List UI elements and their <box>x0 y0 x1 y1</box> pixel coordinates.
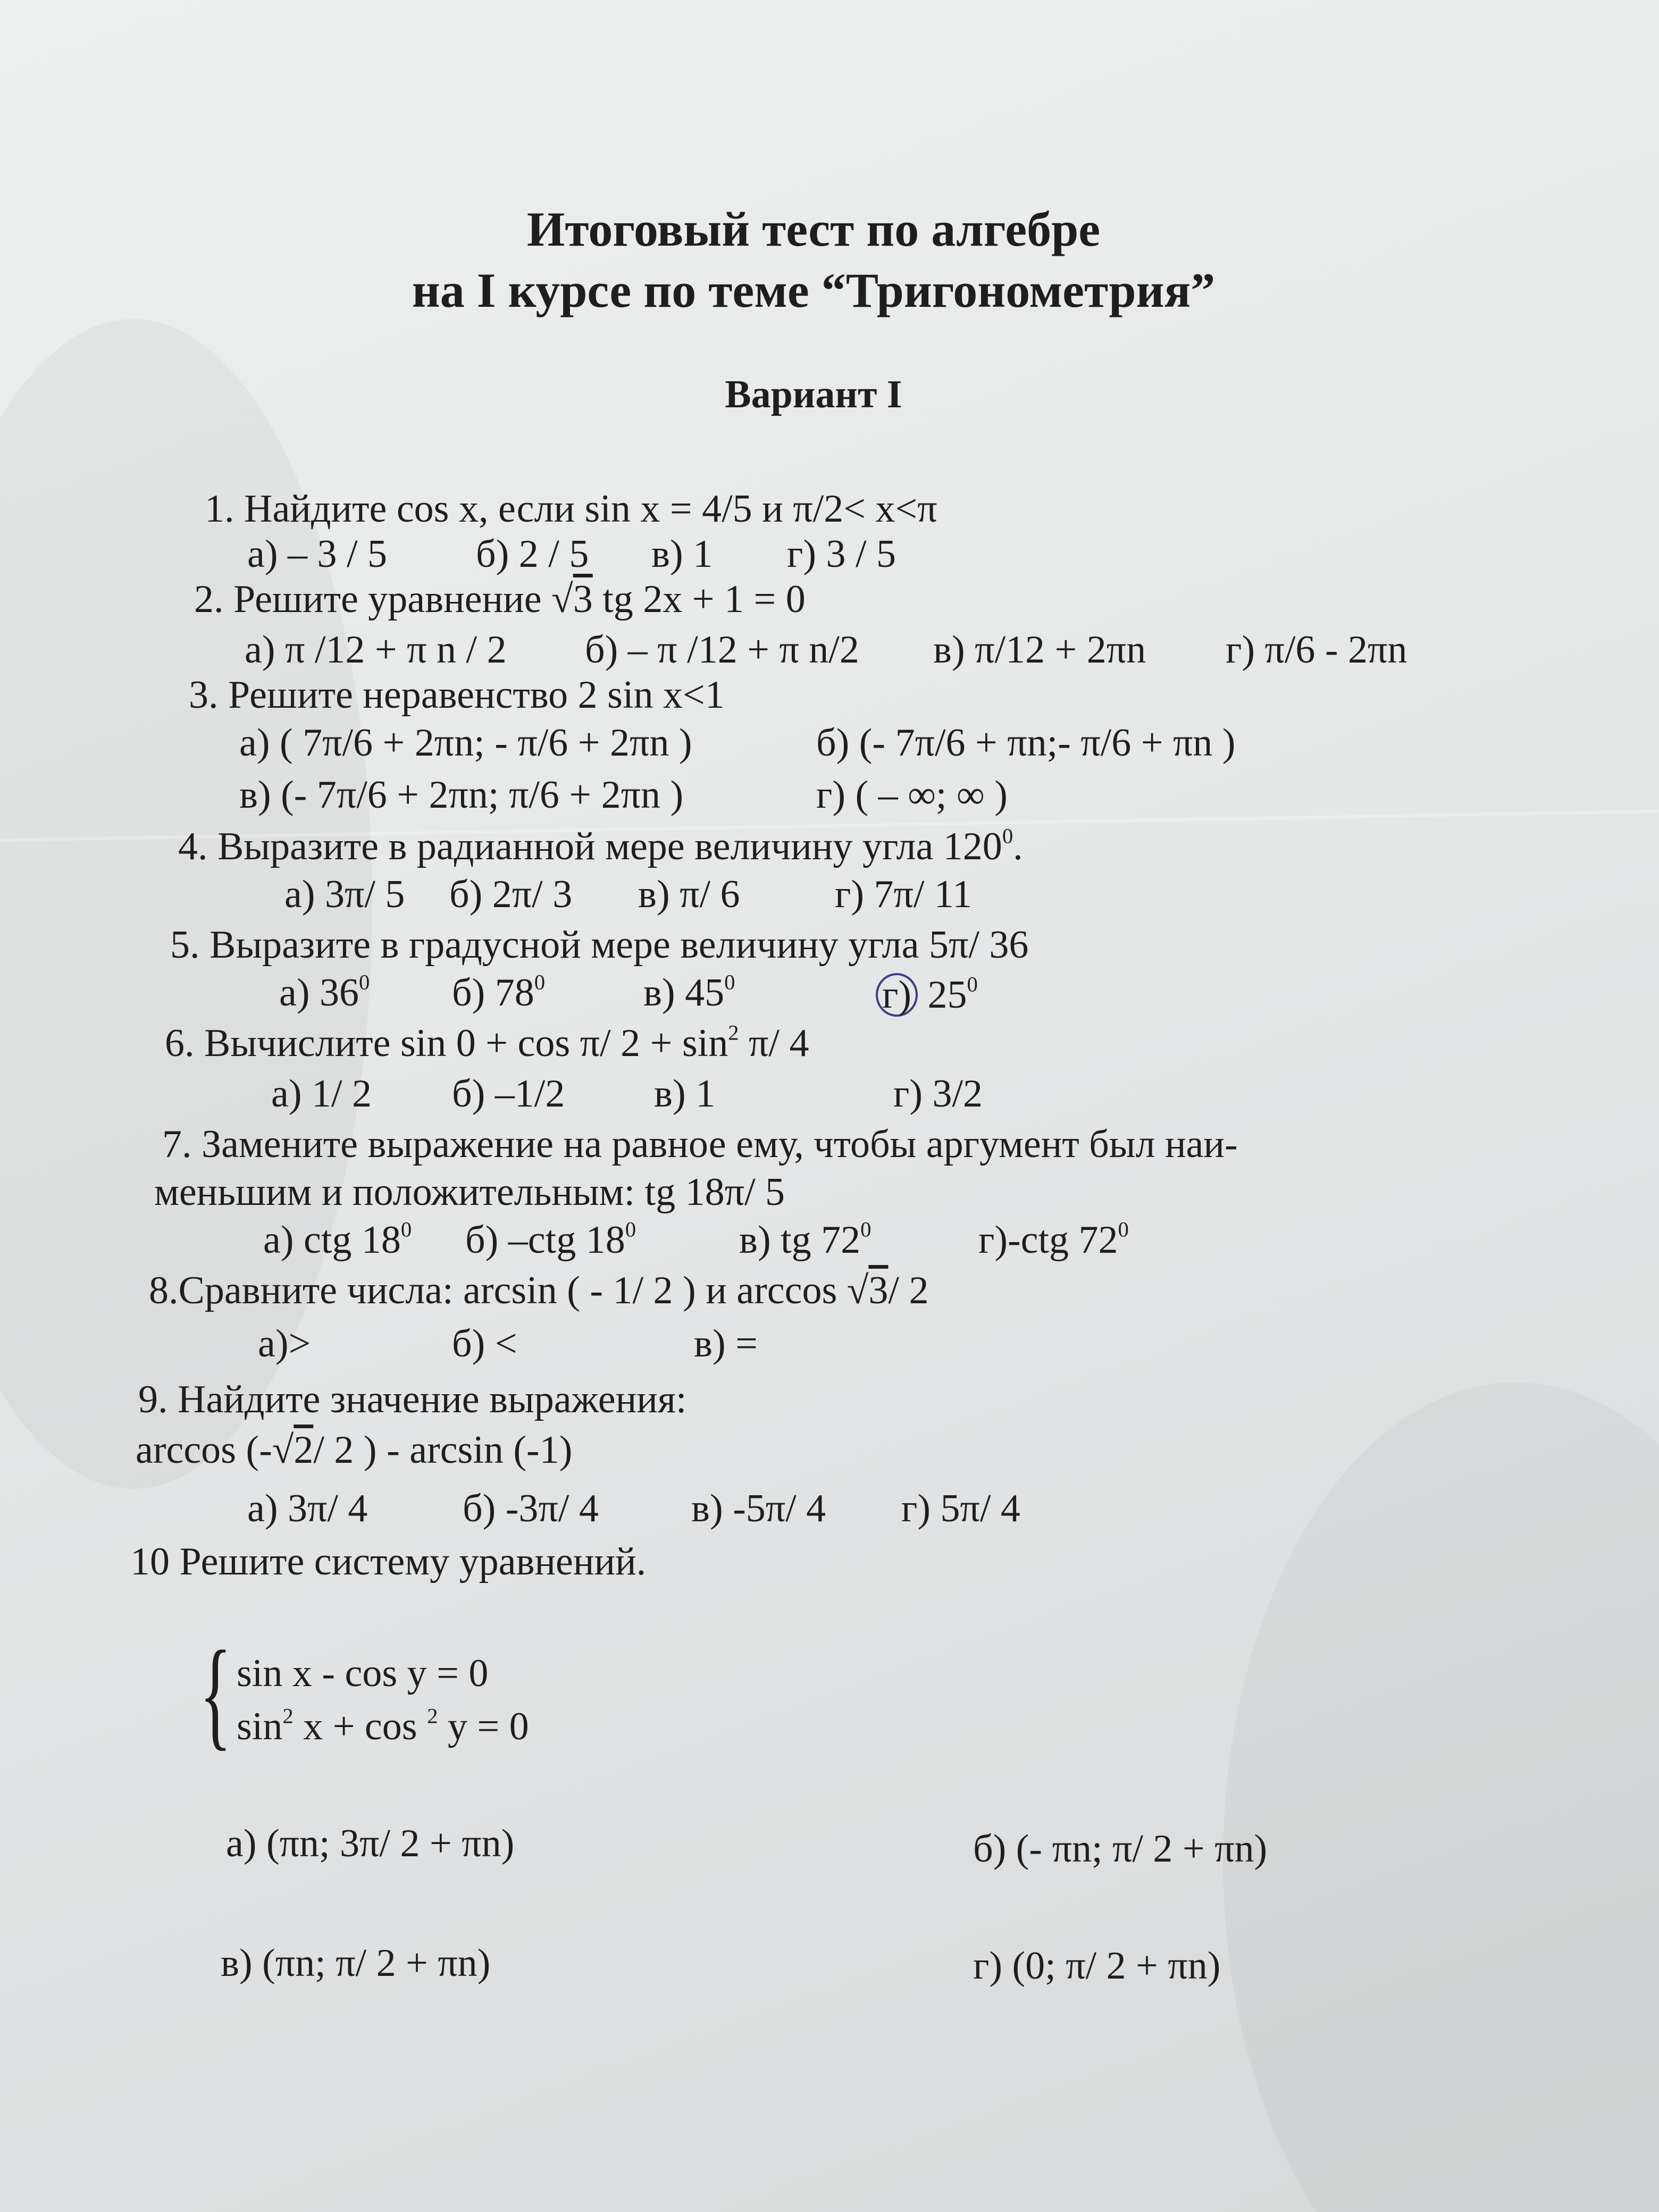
q10-option-b: б) (- πn; π/ 2 + πn) <box>973 1827 1268 1871</box>
degree-mark: 0 <box>967 972 978 996</box>
question-5: 5. Выразите в градусной мере величину угла 5π/ 36 <box>170 923 1029 967</box>
q5-option-a <box>279 970 370 1015</box>
q4-degree: 0 <box>1002 824 1013 848</box>
q2-text-post: tg 2x + 1 = 0 <box>592 577 806 621</box>
q8-radicand: 3 <box>868 1269 889 1312</box>
q6-text-pre: 6. Вычислите sin 0 + cos π/ 2 + sin <box>165 1021 728 1065</box>
q6-option-b: б) –1/2 <box>452 1072 565 1116</box>
q3-option-a: а) ( 7π/6 + 2πn; - π/6 + 2πn ) <box>239 721 692 765</box>
q8-text-pre: 8.Сравните числа: arcsin ( - 1/ 2 ) и arccos √ <box>149 1269 869 1312</box>
q7-option-d <box>978 1217 1129 1262</box>
q9-text-pre: arccos (-√ <box>136 1428 294 1472</box>
q2-option-c: в) π/12 + 2πn <box>933 628 1146 672</box>
q6-option-d: г) 3/2 <box>893 1072 983 1116</box>
q3-option-c: в) (- 7π/6 + 2πn; π/6 + 2πn ) <box>239 773 684 817</box>
question-7-line-2: меньшим и положительным: tg 18π/ 5 <box>154 1170 785 1214</box>
degree-mark: 0 <box>534 970 546 994</box>
q10-option-d: г) (0; π/ 2 + πn) <box>973 1944 1221 1988</box>
q2-radicand: 3 <box>573 577 593 621</box>
q5-option-d-text: 25 <box>918 973 967 1017</box>
q4-option-d: г) 7π/ 11 <box>835 873 973 916</box>
degree-mark: 0 <box>860 1217 872 1242</box>
degree-mark: 0 <box>359 970 370 994</box>
question-6 <box>165 1020 809 1065</box>
question-3: 3. Решите неравенство 2 sin x<1 <box>189 673 725 717</box>
q10-option-a: а) (πn; 3π/ 2 + πn) <box>226 1822 515 1865</box>
q4-option-a: а) 3π/ 5 <box>284 873 405 916</box>
degree-mark: 0 <box>724 970 735 994</box>
question-8 <box>149 1271 928 1310</box>
q5-option-c-text: в) 45 <box>643 971 725 1015</box>
system-brace: { <box>199 1626 232 1761</box>
eq2-exponent-1: 2 <box>282 1704 294 1728</box>
q2-text-pre: 2. Решите уравнение √ <box>194 577 573 621</box>
question-2 <box>194 577 806 621</box>
q3-option-b: б) (- 7π/6 + πn;- π/6 + πn ) <box>816 721 1236 765</box>
question-4 <box>178 824 1023 868</box>
q8-option-a: а)> <box>258 1322 311 1365</box>
q7-option-c <box>739 1217 872 1262</box>
q5-option-d-circled-letter: г) <box>876 973 918 1017</box>
q6-text-post: π/ 4 <box>739 1021 809 1065</box>
eq2-part-b: x + cos <box>293 1705 428 1748</box>
q1-option-b: б) 2 / 5 <box>476 532 589 576</box>
q4-end: . <box>1013 825 1023 868</box>
variant-label: Вариант I <box>725 373 902 416</box>
q2-option-d: г) π/6 - 2πn <box>1226 628 1407 672</box>
q7-option-c-text: в) tg 72 <box>739 1218 861 1262</box>
question-9-line-2 <box>136 1430 572 1470</box>
q9-radicand: 2 <box>294 1428 314 1472</box>
q4-option-b: б) 2π/ 3 <box>449 873 573 916</box>
q2-option-b: б) – π /12 + π n/2 <box>585 628 859 672</box>
q5-option-c <box>643 970 735 1015</box>
q1-option-a: а) – 3 / 5 <box>247 532 388 576</box>
title-line-2: на I курсе по теме “Тригонометрия” <box>412 263 1216 317</box>
q5-option-b <box>452 970 546 1015</box>
q2-option-a: а) π /12 + π n / 2 <box>245 628 507 672</box>
eq2-part-a: sin <box>237 1705 283 1748</box>
q8-text-post: / 2 <box>888 1269 929 1312</box>
q4-option-c: в) π/ 6 <box>638 873 740 916</box>
q1-option-d: г) 3 / 5 <box>787 532 896 576</box>
system-equation-2 <box>237 1704 529 1748</box>
question-10: 10 Решите систему уравнений. <box>130 1540 647 1583</box>
q9-option-a: а) 3π/ 4 <box>247 1487 368 1530</box>
q9-option-d: г) 5π/ 4 <box>901 1487 1020 1530</box>
q5-option-a-text: а) 36 <box>279 971 359 1015</box>
title-line-1: Итоговый тест по алгебре <box>526 202 1101 256</box>
q7-option-a <box>263 1217 412 1262</box>
question-9-line-1: 9. Найдите значение выражения: <box>138 1378 687 1421</box>
degree-mark: 0 <box>1118 1217 1129 1242</box>
q7-option-a-text: а) ctg 18 <box>263 1218 401 1262</box>
q6-exponent: 2 <box>728 1020 739 1045</box>
q5-option-b-text: б) 78 <box>452 971 534 1015</box>
q6-option-c: в) 1 <box>654 1072 716 1116</box>
q8-option-c: в) = <box>694 1322 758 1365</box>
q4-text: 4. Выразите в радианной мере величину угла 120 <box>178 825 1002 868</box>
paper-shadow <box>1223 1382 1659 2212</box>
q9-option-b: б) -3π/ 4 <box>463 1487 599 1530</box>
degree-mark: 0 <box>625 1217 636 1242</box>
question-1: 1. Найдите cos x, если sin x = 4/5 и π/2< x<π <box>205 487 937 531</box>
q6-option-a: а) 1/ 2 <box>271 1072 372 1116</box>
q8-option-b: б) < <box>452 1322 517 1365</box>
system-equation-1: sin x - cos y = 0 <box>237 1652 489 1695</box>
eq2-exponent-2: 2 <box>427 1704 438 1728</box>
q9-option-c: в) -5π/ 4 <box>691 1487 826 1530</box>
question-7-line-1: 7. Замените выражение на равное ему, чтобы аргумент был наи- <box>162 1122 1238 1166</box>
eq2-part-c: y = 0 <box>438 1705 529 1748</box>
degree-mark: 0 <box>400 1217 412 1242</box>
q7-option-b-text: б) –ctg 18 <box>465 1218 625 1262</box>
q10-option-c: в) (πn; π/ 2 + πn) <box>221 1941 491 1985</box>
q9-text-post: / 2 ) - arcsin (-1) <box>313 1428 573 1472</box>
q5-option-d <box>880 973 978 1017</box>
q3-option-d: г) ( – ∞; ∞ ) <box>816 773 1008 817</box>
q7-option-b <box>465 1217 636 1262</box>
q7-option-d-text: г)-ctg 72 <box>978 1218 1118 1262</box>
q1-option-c: в) 1 <box>651 532 713 576</box>
